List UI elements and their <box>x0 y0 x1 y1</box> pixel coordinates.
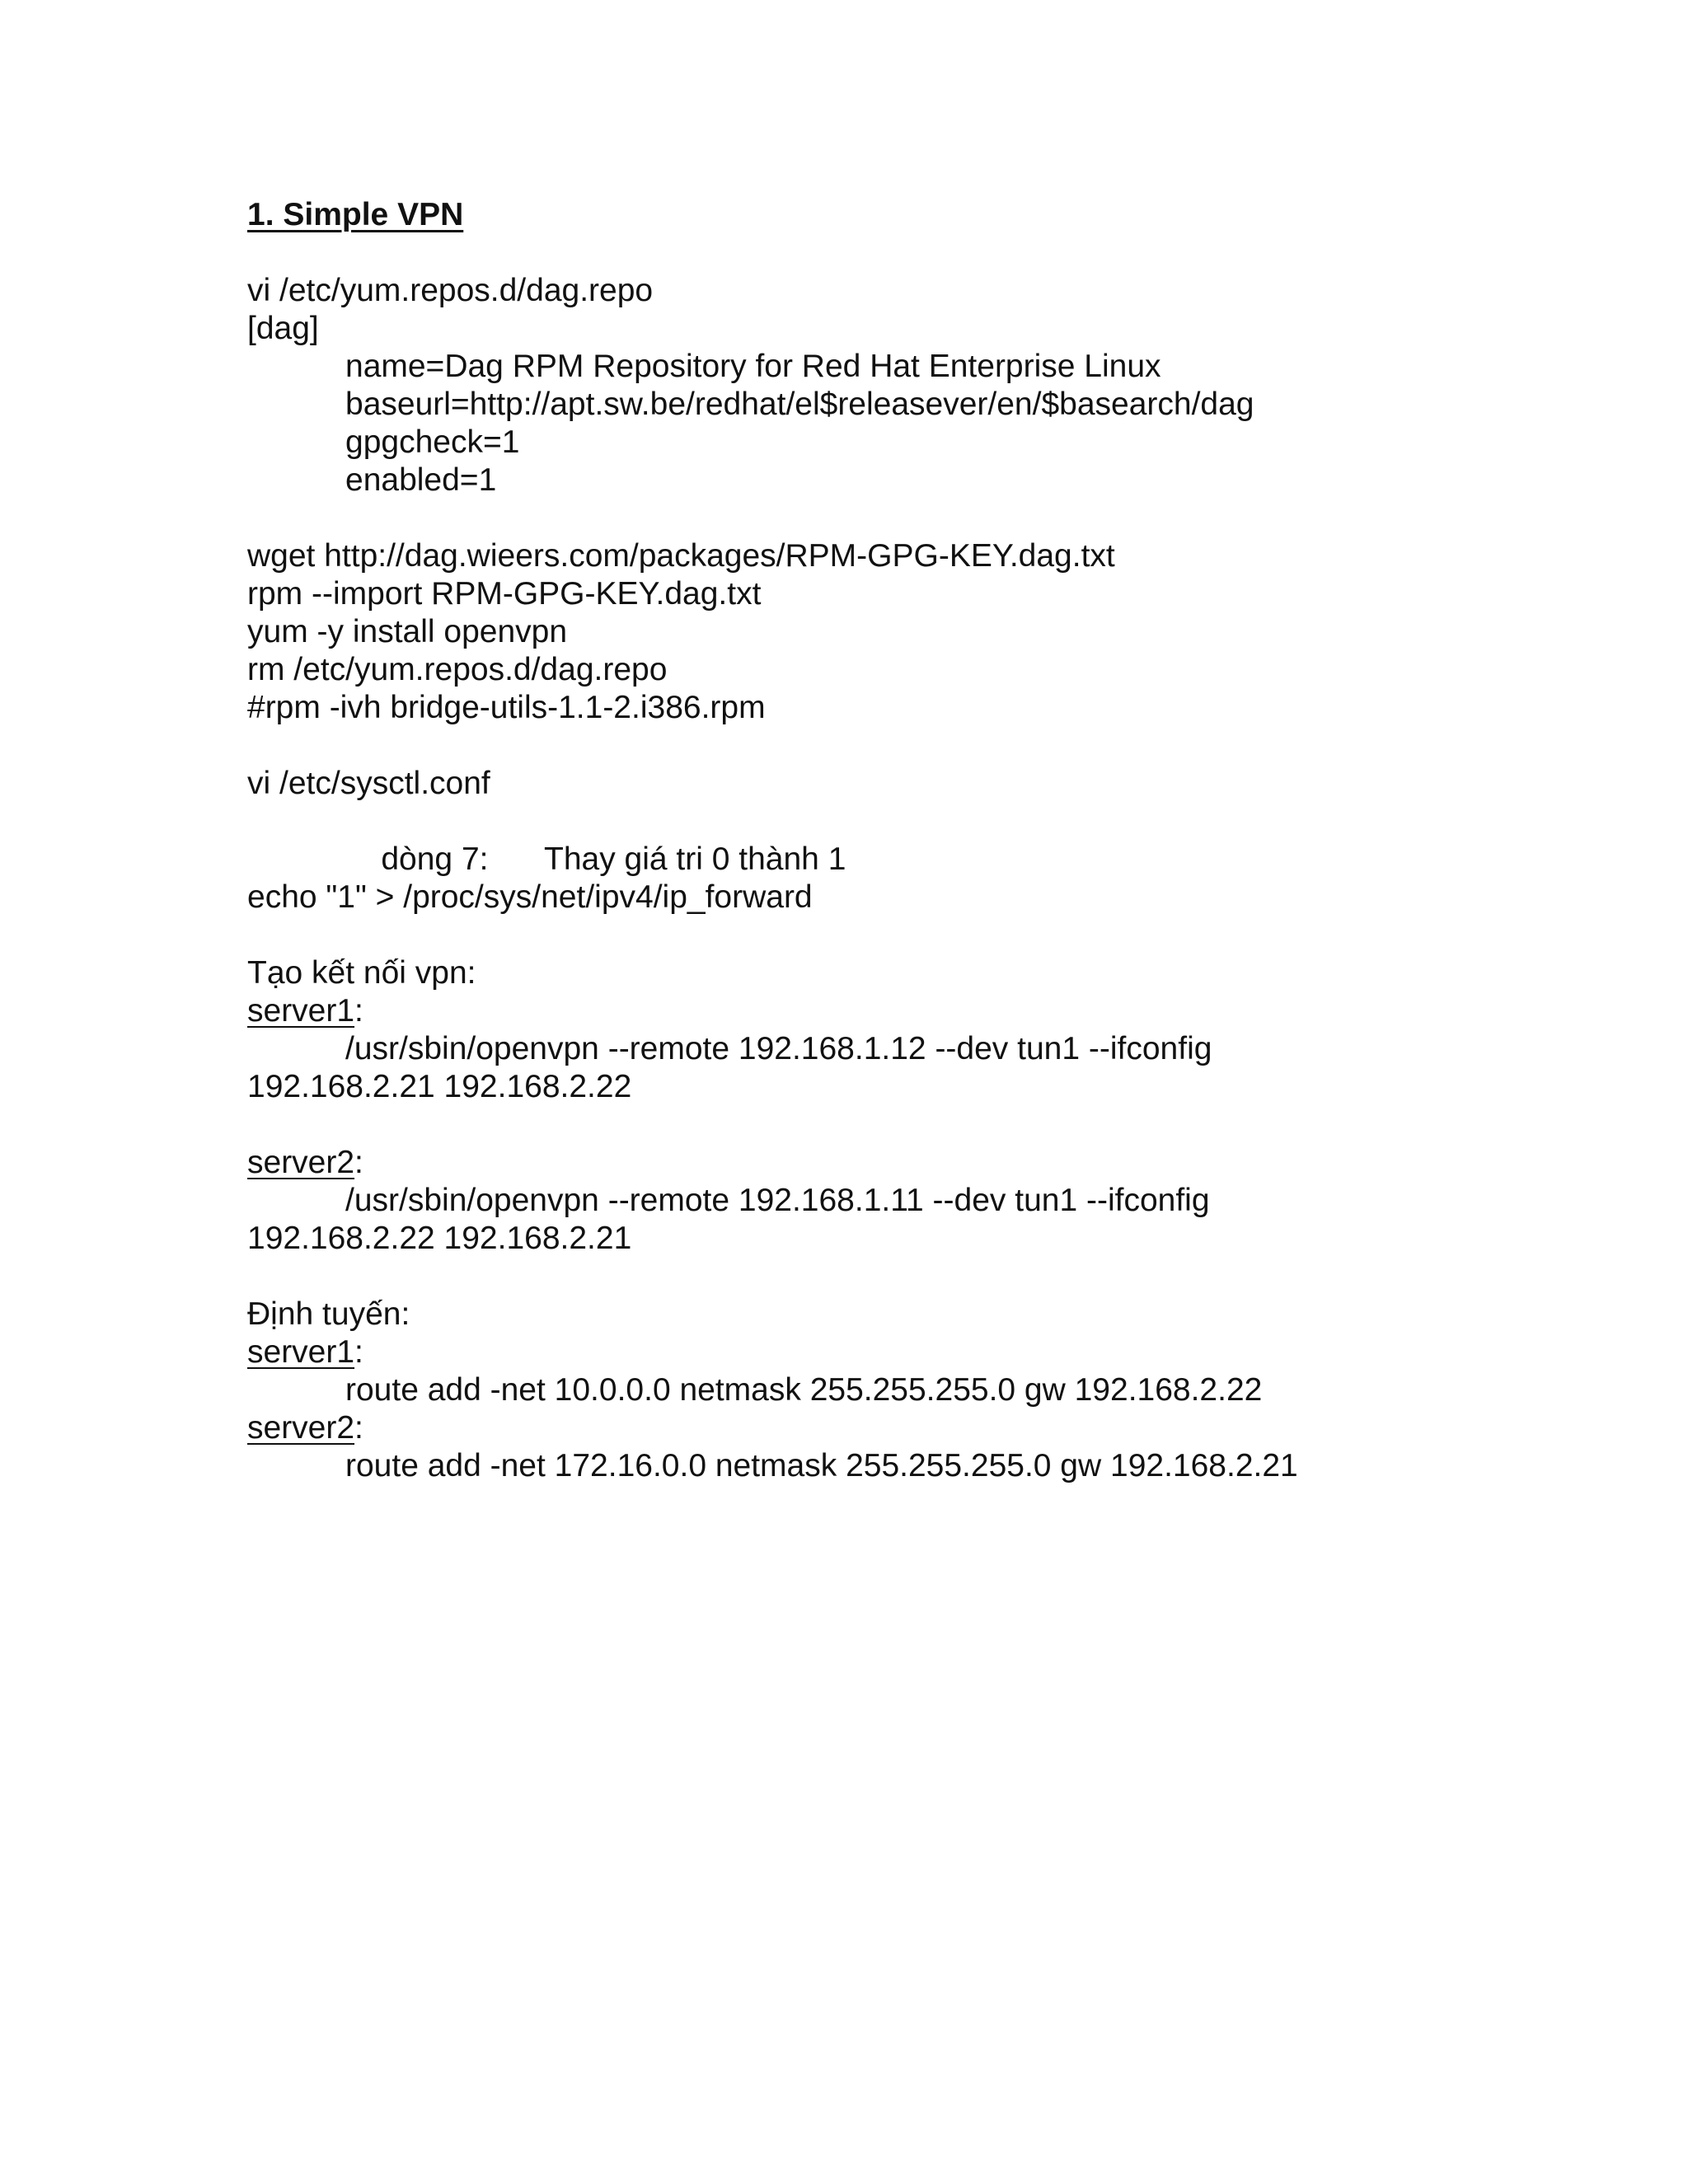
routing-server1-label: server1 <box>247 1334 355 1370</box>
routing-server1-colon: : <box>354 1334 363 1370</box>
vpn-server1-label: server1 <box>247 993 355 1029</box>
sysctl-instruction: Thay giá tri 0 thành 1 <box>544 841 846 877</box>
routing-server2-colon: : <box>354 1410 363 1446</box>
install-command-bridge-utils: #rpm -ivh bridge-utils-1.1-2.i386.rpm <box>247 690 766 725</box>
vpn-server2-colon: : <box>354 1145 363 1180</box>
install-command-yum: yum -y install openvpn <box>247 614 568 649</box>
install-command-rpm-import: rpm --import RPM-GPG-KEY.dag.txt <box>247 576 762 612</box>
vpn-server1-colon: : <box>354 993 363 1029</box>
vpn-server2-command-line1: /usr/sbin/openvpn --remote 192.168.1.11 --dev tun1 --ifconfig <box>345 1183 1210 1218</box>
repo-section-name: [dag] <box>247 311 319 346</box>
section-heading: 1. Simple VPN <box>247 197 464 232</box>
routing-server2-command: route add -net 172.16.0.0 netmask 255.255.255.0 gw 192.168.2.21 <box>345 1448 1298 1483</box>
routing-server2-label-row <box>247 1409 363 1447</box>
repo-entry-name: name=Dag RPM Repository for Red Hat Enterprise Linux <box>345 349 1161 384</box>
repo-entry-baseurl: baseurl=http://apt.sw.be/redhat/el$releasever/en/$basearch/dag <box>345 387 1254 422</box>
repo-entry-enabled: enabled=1 <box>345 462 497 498</box>
routing-title: Định tuyến: <box>247 1296 410 1332</box>
vpn-server1-command-line1: /usr/sbin/openvpn --remote 192.168.1.12 --dev tun1 --ifconfig <box>345 1031 1212 1066</box>
vpn-server1-label-row <box>247 992 363 1030</box>
vpn-server2-command-line2: 192.168.2.22 192.168.2.21 <box>247 1221 632 1256</box>
routing-server1-label-row <box>247 1333 363 1371</box>
routing-server2-label: server2 <box>247 1410 355 1446</box>
vpn-server2-label: server2 <box>247 1145 355 1180</box>
ip-forward-command: echo "1" > /proc/sys/net/ipv4/ip_forward <box>247 879 813 915</box>
routing-server1-command: route add -net 10.0.0.0 netmask 255.255.255.0 gw 192.168.2.22 <box>345 1372 1263 1408</box>
vpn-server1-command-line2: 192.168.2.21 192.168.2.22 <box>247 1069 632 1104</box>
vpn-connection-title: Tạo kết nối vpn: <box>247 955 476 991</box>
repo-edit-command: vi /etc/yum.repos.d/dag.repo <box>247 273 654 308</box>
install-command-wget: wget http://dag.wieers.com/packages/RPM-GPG-KEY.dag.txt <box>247 538 1115 574</box>
sysctl-line-label: dòng 7: <box>381 841 489 877</box>
sysctl-edit-command: vi /etc/sysctl.conf <box>247 766 490 801</box>
vpn-server2-label-row <box>247 1144 363 1182</box>
repo-entry-gpgcheck: gpgcheck=1 <box>345 424 520 460</box>
install-command-rm: rm /etc/yum.repos.d/dag.repo <box>247 652 668 687</box>
